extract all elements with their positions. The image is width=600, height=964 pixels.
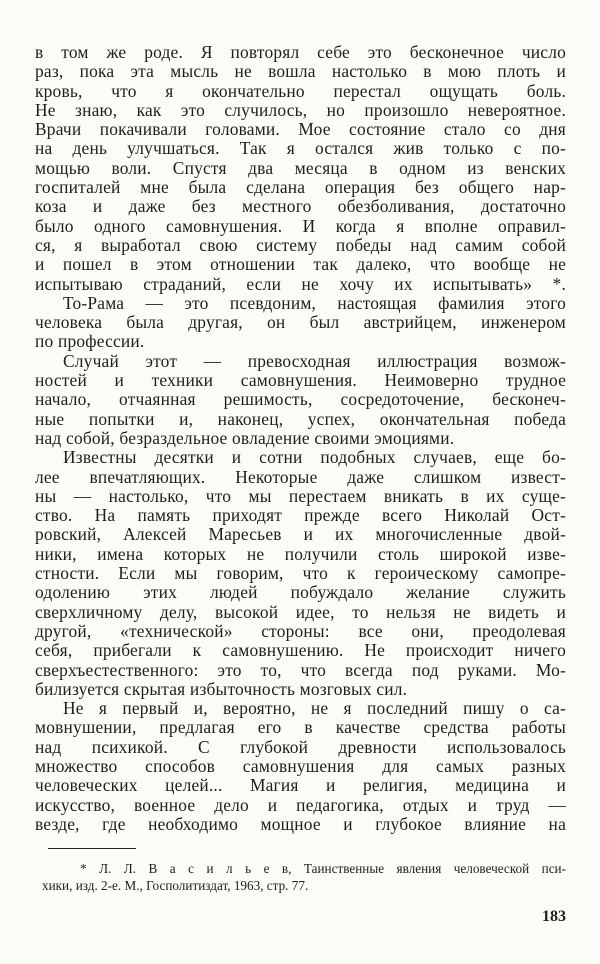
- text-line: ство. На память приходят прежде всего Николай Ост-: [35, 505, 566, 526]
- text-line: везде, где необходимо мощное и глубокое влияние на: [35, 813, 566, 834]
- text-line: человека была другая, он был австрийцем, инженером: [35, 312, 566, 333]
- text-line: ны — настолько, что мы перестаем вникать в их суще-: [35, 485, 566, 506]
- text-line: над психикой. С глубокой древности использовалось: [35, 736, 566, 757]
- text-line: на день улучшаться. Так я остался жив только с по-: [35, 138, 566, 159]
- text-line: человеческих целей... Магия и религия, медицина и: [35, 775, 566, 796]
- text-line: множество способов самовнушения для самых разных: [35, 755, 566, 776]
- text-line: стности. Если мы говорим, что к героическому самопре-: [35, 563, 566, 584]
- text-line: мовнушении, предлагая его в качестве средства работы: [35, 717, 566, 738]
- text-line: кровь, что я окончательно перестал ощущать боль.: [35, 80, 566, 101]
- text-line: начало, отчаянная решимость, сосредоточение, бесконеч-: [35, 389, 566, 410]
- footnote: [42, 860, 566, 894]
- text-line: сверхъестественного: это то, что всегда под руками. Мо-: [35, 659, 566, 680]
- page-number: 183: [542, 908, 566, 925]
- text-line: ностей и техники самовнушения. Неимоверно трудное: [35, 370, 566, 391]
- text-line: коза и даже без местного обезболивания, достаточно: [35, 196, 566, 217]
- text-line: сверхличному делу, высокой идее, то нельзя не видеть и: [35, 601, 566, 622]
- text-line: Не знаю, как это случилось, но произошло невероятное.: [35, 99, 566, 120]
- text-line: другой, «технической» стороны: все они, преодолевая: [35, 620, 566, 641]
- text-line: ники, имена которых не получили столь широкой изве-: [35, 543, 566, 564]
- text-line: Не я первый и, вероятно, не я последний пишу о са-: [63, 698, 566, 719]
- paragraph: [35, 699, 566, 834]
- text-line: по профессии.: [35, 331, 145, 352]
- paragraph: [35, 352, 566, 448]
- text-line: над собой, безраздельное овладение своими эмоциями.: [35, 427, 455, 448]
- text-line: То-Рама — это псевдоним, настоящая фамилия этого: [63, 292, 566, 313]
- text-line: билизуется скрытая избыточность мозговых сил.: [35, 678, 408, 699]
- text-line: раз, пока эта мысль не вошла настолько в мою плоть и: [35, 61, 566, 82]
- text-line: мощью воли. Спустя два месяца в одном из венских: [35, 157, 566, 178]
- text-line: испытываю страданий, если не хочу их испытывать» *.: [35, 273, 566, 294]
- text-line: ся, я выработал свою систему победы над самим собой: [35, 234, 566, 255]
- text-line: одолению этих людей побуждало желание служить: [35, 582, 566, 603]
- text-line: было одного самовнушения. И когда я вполне оправил-: [35, 215, 566, 236]
- paragraph: [35, 294, 566, 352]
- text-line: госпиталей мне была сделана операция без общего нар-: [35, 177, 566, 198]
- text-line: ные попытки и, наконец, успех, окончательная победа: [35, 408, 566, 429]
- footnote-divider: [48, 848, 136, 849]
- text-line: Известны десятки и сотни подобных случаев, еще бо-: [63, 447, 566, 468]
- paragraph: [35, 448, 566, 699]
- body-text: [35, 43, 566, 834]
- footnote-line: * Л. Л. В а с и л ь е в, Таинственные явления человеческой пси-: [80, 861, 566, 876]
- text-line: и пошел в этом отношении так далеко, что вообще не: [35, 254, 566, 275]
- text-line: Случай этот — превосходная иллюстрация возмож-: [63, 350, 566, 371]
- text-line: ровский, Алексей Маресьев и их многочисленные двой-: [35, 524, 566, 545]
- text-line: лее впечатляющих. Некоторые даже слишком извест-: [35, 466, 566, 487]
- text-line: себя, прибегали к самовнушению. Не происходит ничего: [35, 640, 566, 661]
- text-line: искусство, военное дело и педагогика, отдых и труд —: [35, 794, 566, 815]
- paragraph: [35, 43, 566, 294]
- footnote-line: хики, изд. 2-е. М., Госполитиздат, 1963, стр. 77.: [42, 878, 309, 893]
- text-line: Врачи покачивали головами. Мое состояние стало со дня: [35, 119, 566, 140]
- text-line: в том же роде. Я повторял себе это бесконечное число: [35, 42, 566, 62]
